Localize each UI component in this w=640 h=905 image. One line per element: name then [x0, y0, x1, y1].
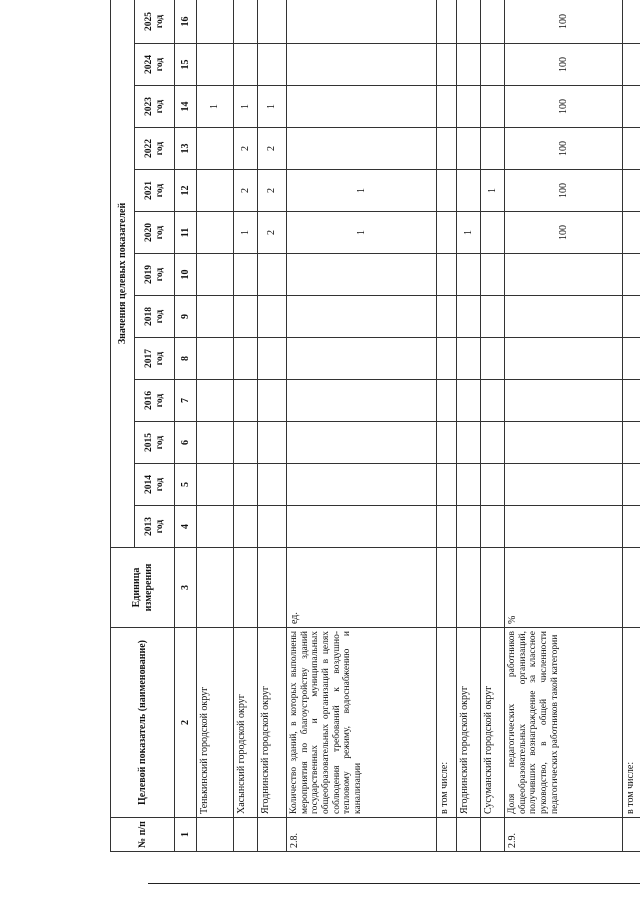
column-number: 9 [175, 296, 197, 338]
value-cell [197, 296, 234, 338]
column-number: 5 [175, 464, 197, 506]
value-cell: 2 [258, 170, 287, 212]
column-number: 16 [175, 0, 197, 44]
table-row [287, 0, 437, 852]
value-cell [258, 44, 287, 86]
value-cell [258, 254, 287, 296]
row-number [258, 818, 287, 852]
unit [258, 548, 287, 628]
table-body [197, 0, 640, 852]
year-value: 2016 [143, 391, 154, 410]
value-cell [481, 506, 505, 548]
value-cell [437, 422, 457, 464]
value-cell: 100 [505, 170, 623, 212]
value-cell [197, 506, 234, 548]
targets-table [110, 0, 640, 852]
value-cell [481, 338, 505, 380]
year-value: 2023 [143, 97, 154, 116]
table-row [437, 0, 457, 852]
unit [457, 548, 481, 628]
value-cell [197, 338, 234, 380]
value-cell [287, 422, 437, 464]
column-number: 14 [175, 86, 197, 128]
value-cell [197, 212, 234, 254]
year-value: 2014 [143, 475, 154, 494]
table-row [258, 0, 287, 852]
row-number [437, 818, 457, 852]
year-header [135, 212, 175, 254]
value-cell: 1 [287, 170, 437, 212]
value-cell [437, 86, 457, 128]
year-suffix: год [154, 57, 165, 72]
value-cell [623, 128, 640, 170]
value-cell [623, 506, 640, 548]
value-cell [234, 0, 258, 44]
header-num: № п/п [111, 818, 175, 852]
unit: % [505, 548, 623, 628]
header-values: Значения целевых показателей [111, 0, 135, 548]
column-numbers-row [175, 0, 197, 852]
indicator-name: Сусуманский городской округ [481, 628, 505, 818]
value-cell [197, 128, 234, 170]
value-cell [481, 254, 505, 296]
value-cell [197, 380, 234, 422]
column-number: 11 [175, 212, 197, 254]
value-cell [234, 338, 258, 380]
row-number [481, 818, 505, 852]
indicator-name: Количество зданий, в которых выполнены мероприятия по благоустройству зданий государственных и муниципальных общеобразовательных организаций в целях соблюдения требований к воздушно-тепловому режиму, водоснабжению и канализации [287, 628, 437, 818]
value-cell [258, 422, 287, 464]
unit [437, 548, 457, 628]
year-value: 2024 [143, 55, 154, 74]
value-cell [258, 464, 287, 506]
indicator-name: Ягоднинский городской округ [258, 628, 287, 818]
table-row [457, 0, 481, 852]
year-header [135, 86, 175, 128]
year-value: 2020 [143, 223, 154, 242]
value-cell [481, 0, 505, 44]
value-cell: 2 [258, 212, 287, 254]
year-suffix: год [154, 267, 165, 282]
value-cell [287, 464, 437, 506]
value-cell [481, 128, 505, 170]
value-cell [457, 464, 481, 506]
value-cell: 1 [234, 212, 258, 254]
year-suffix: год [154, 351, 165, 366]
value-cell [258, 506, 287, 548]
unit [197, 548, 234, 628]
value-cell [505, 296, 623, 338]
year-value: 2018 [143, 307, 154, 326]
value-cell [258, 380, 287, 422]
table-row [197, 0, 234, 852]
unit [623, 548, 640, 628]
value-cell [287, 296, 437, 338]
value-cell [623, 464, 640, 506]
year-suffix: год [154, 519, 165, 534]
value-cell [623, 86, 640, 128]
value-cell [437, 0, 457, 44]
value-cell [505, 506, 623, 548]
column-number: 2 [175, 628, 197, 818]
value-cell [437, 380, 457, 422]
year-suffix: год [154, 141, 165, 156]
column-number: 12 [175, 170, 197, 212]
column-number: 1 [175, 818, 197, 852]
value-cell [437, 128, 457, 170]
value-cell [234, 44, 258, 86]
year-value: 2013 [143, 517, 154, 536]
table-row [505, 0, 623, 852]
row-number: 2.8. [287, 818, 437, 852]
value-cell [234, 380, 258, 422]
year-suffix: год [154, 225, 165, 240]
year-header [135, 422, 175, 464]
value-cell [457, 170, 481, 212]
value-cell [287, 338, 437, 380]
year-suffix: год [154, 435, 165, 450]
value-cell [437, 212, 457, 254]
value-cell [197, 254, 234, 296]
value-cell [287, 86, 437, 128]
value-cell [287, 254, 437, 296]
value-cell: 1 [197, 86, 234, 128]
value-cell [505, 254, 623, 296]
column-number: 3 [175, 548, 197, 628]
value-cell [437, 296, 457, 338]
year-suffix: год [154, 183, 165, 198]
year-header [135, 464, 175, 506]
value-cell: 1 [258, 86, 287, 128]
value-cell: 1 [481, 170, 505, 212]
year-header [135, 254, 175, 296]
value-cell [457, 380, 481, 422]
value-cell: 2 [234, 170, 258, 212]
value-cell [234, 254, 258, 296]
value-cell [481, 464, 505, 506]
year-header [135, 380, 175, 422]
year-header [135, 506, 175, 548]
year-header [135, 128, 175, 170]
indicator-name: Доля педагогических работников общеобразовательных организаций, получивших вознаграждение за классное руководство, в общей численности педагогических работников такой категории [505, 628, 623, 818]
value-cell [623, 170, 640, 212]
value-cell [457, 506, 481, 548]
table-header [111, 0, 197, 852]
value-cell [623, 0, 640, 44]
value-cell [287, 380, 437, 422]
column-number: 10 [175, 254, 197, 296]
value-cell [437, 170, 457, 212]
value-cell [481, 44, 505, 86]
value-cell [505, 422, 623, 464]
column-number: 13 [175, 128, 197, 170]
unit [481, 548, 505, 628]
value-cell [197, 170, 234, 212]
year-header [135, 0, 175, 44]
year-suffix: год [154, 99, 165, 114]
header-indicator: Целевой показатель (наименование) [111, 628, 175, 818]
value-cell: 1 [234, 86, 258, 128]
value-cell [505, 380, 623, 422]
value-cell [197, 422, 234, 464]
value-cell [505, 464, 623, 506]
value-cell: 1 [457, 212, 481, 254]
value-cell [457, 296, 481, 338]
value-cell [481, 86, 505, 128]
value-cell [258, 0, 287, 44]
year-header [135, 338, 175, 380]
value-cell [457, 422, 481, 464]
value-cell [437, 338, 457, 380]
indicator-name: Хасынский городской округ [234, 628, 258, 818]
value-cell [234, 464, 258, 506]
year-header [135, 44, 175, 86]
value-cell [457, 128, 481, 170]
table-row [481, 0, 505, 852]
value-cell [623, 44, 640, 86]
row-number [623, 818, 640, 852]
year-header [135, 170, 175, 212]
value-cell [623, 422, 640, 464]
value-cell [197, 44, 234, 86]
value-cell: 100 [505, 128, 623, 170]
indicator-name: в том числе: [437, 628, 457, 818]
value-cell [197, 0, 234, 44]
year-value: 2025 [143, 11, 154, 31]
value-cell [623, 338, 640, 380]
value-cell [258, 338, 287, 380]
value-cell [623, 296, 640, 338]
year-header [135, 296, 175, 338]
row-number [457, 818, 481, 852]
value-cell [287, 128, 437, 170]
table-row [234, 0, 258, 852]
value-cell: 2 [234, 128, 258, 170]
column-number: 15 [175, 44, 197, 86]
bottom-rule [148, 883, 640, 884]
year-suffix: год [154, 14, 165, 29]
value-cell [258, 296, 287, 338]
column-number: 7 [175, 380, 197, 422]
indicator-name: Тенькинский городской округ [197, 628, 234, 818]
value-cell [457, 86, 481, 128]
indicator-name: в том числе: [623, 628, 640, 818]
column-number: 6 [175, 422, 197, 464]
value-cell [437, 464, 457, 506]
value-cell [437, 44, 457, 86]
column-number: 8 [175, 338, 197, 380]
column-number: 4 [175, 506, 197, 548]
value-cell: 1 [287, 212, 437, 254]
value-cell [287, 506, 437, 548]
header-unit: Единица измерения [111, 548, 175, 628]
value-cell: 100 [505, 0, 623, 44]
value-cell: 100 [505, 86, 623, 128]
value-cell [623, 254, 640, 296]
value-cell [437, 254, 457, 296]
value-cell [481, 422, 505, 464]
value-cell [234, 506, 258, 548]
value-cell [197, 464, 234, 506]
row-number [197, 818, 234, 852]
value-cell [287, 0, 437, 44]
value-cell: 100 [505, 212, 623, 254]
year-value: 2022 [143, 139, 154, 158]
row-number [234, 818, 258, 852]
year-value: 2019 [143, 265, 154, 284]
value-cell [457, 338, 481, 380]
value-cell [457, 254, 481, 296]
unit: ед. [287, 548, 437, 628]
year-suffix: год [154, 393, 165, 408]
indicator-name: Ягоднинский городской округ [457, 628, 481, 818]
rotated-page [110, 2, 636, 852]
value-cell [437, 506, 457, 548]
year-value: 2017 [143, 349, 154, 368]
value-cell [623, 380, 640, 422]
year-suffix: год [154, 309, 165, 324]
row-number: 2.9. [505, 818, 623, 852]
value-cell: 2 [258, 128, 287, 170]
table-row [623, 0, 640, 852]
value-cell [234, 422, 258, 464]
value-cell [481, 380, 505, 422]
unit [234, 548, 258, 628]
value-cell [623, 212, 640, 254]
value-cell: 100 [505, 44, 623, 86]
year-suffix: год [154, 477, 165, 492]
value-cell [457, 44, 481, 86]
value-cell [287, 44, 437, 86]
value-cell [481, 296, 505, 338]
value-cell [505, 338, 623, 380]
year-value: 2021 [143, 181, 154, 200]
value-cell [234, 296, 258, 338]
year-value: 2015 [143, 433, 154, 452]
value-cell [481, 212, 505, 254]
value-cell [457, 0, 481, 44]
